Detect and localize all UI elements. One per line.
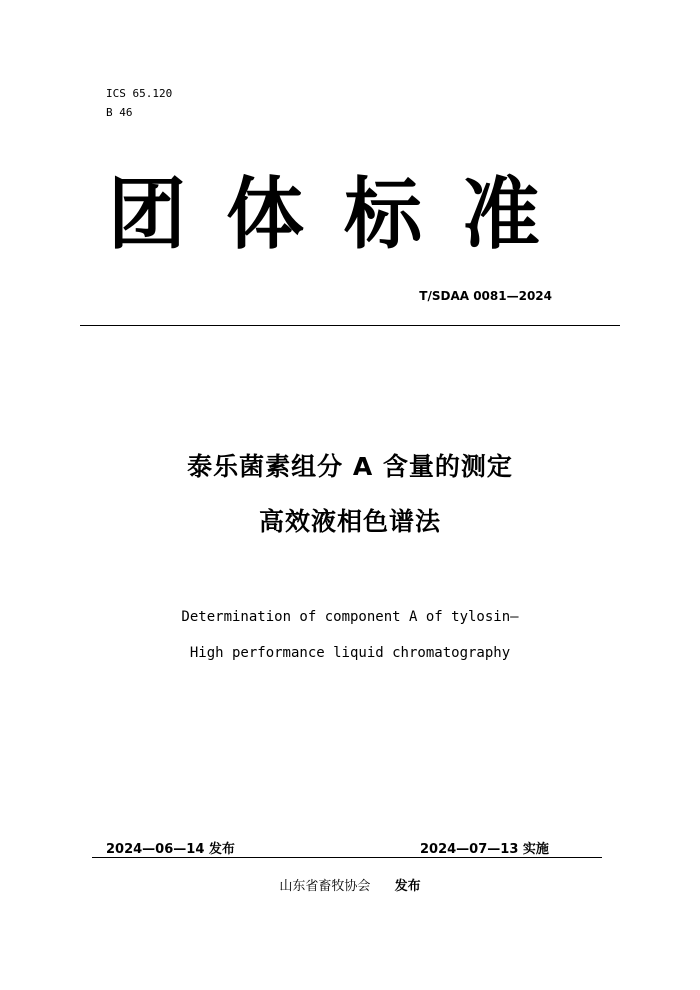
chinese-title-line1: 泰乐菌素组分 A 含量的测定 (187, 452, 513, 481)
top-divider (80, 325, 620, 326)
document-type-title: 团体标准 (108, 169, 581, 260)
english-title-line2: High performance liquid chromatography (189, 645, 511, 661)
chinese-title-line2: 高效液相色谱法 (258, 507, 441, 536)
publisher-line (0, 875, 700, 894)
classification-code: B 46 (106, 106, 133, 119)
bottom-divider (92, 857, 602, 858)
standard-number: T/SDAA 0081—2024 (419, 289, 552, 303)
publisher-action: 发布 (394, 879, 421, 894)
english-title-line1: Determination of component A of tylosin— (181, 609, 519, 625)
issue-date: 2024—06—14 发布 (106, 842, 235, 857)
implementation-date: 2024—07—13 实施 (420, 842, 549, 857)
publisher-organization: 山东省畜牧协会 (279, 879, 371, 894)
ics-code: ICS 65.120 (106, 87, 173, 100)
